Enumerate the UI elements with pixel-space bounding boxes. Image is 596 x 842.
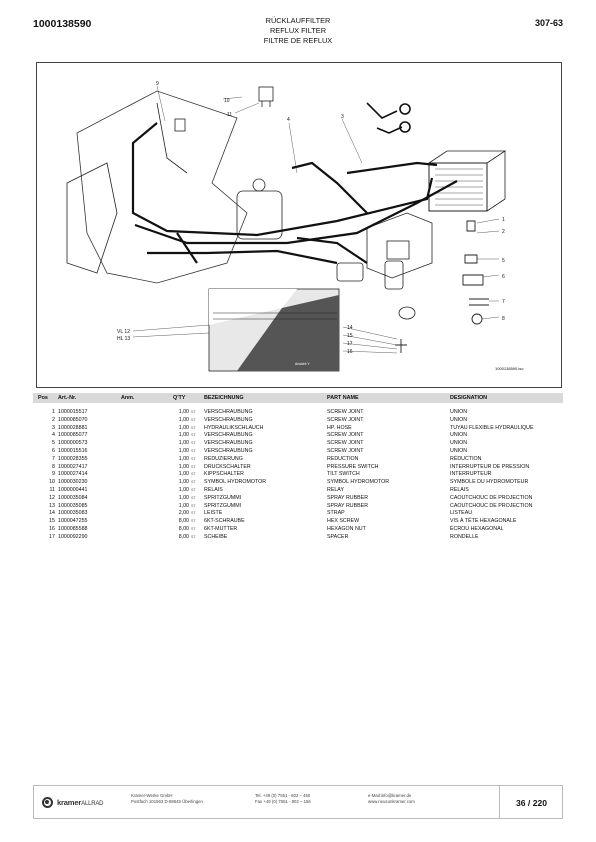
cell-bezeichnung: 6KT-SCHRAUBE xyxy=(204,518,245,525)
document-number: 1000138590 xyxy=(33,18,92,30)
cell-part-name: TILT SWITCH xyxy=(327,471,360,478)
cell-qty: 1,00 xyxy=(178,471,189,478)
table-row xyxy=(33,503,563,511)
callout-10: 10 xyxy=(224,98,230,104)
table-row xyxy=(33,518,563,526)
cell-pos: 17 xyxy=(49,533,55,540)
cell-designation: UNION xyxy=(450,447,468,454)
header-anm: Anm. xyxy=(121,395,135,401)
title-french: FILTRE DE REFLUX xyxy=(263,36,333,45)
cell-qty: 1,00 xyxy=(178,409,189,415)
cell-pos: 4 xyxy=(52,432,55,439)
cell-unit: ST xyxy=(191,441,196,446)
cell-qty: 1,00 xyxy=(178,424,189,431)
email-address: e-Mail:info@kramer.de xyxy=(368,793,412,798)
cell-qty: 8,00 xyxy=(178,533,189,540)
cell-designation: VIS À TÊTE HEXAGONALE xyxy=(450,518,517,525)
callout-15: 15 xyxy=(347,333,353,339)
cell-part-name: SPRAY RUBBER xyxy=(327,494,369,501)
table-row xyxy=(33,425,563,433)
cell-unit: ST xyxy=(191,487,196,492)
cell-pos: 2 xyxy=(52,416,55,423)
cell-unit: ST xyxy=(191,534,196,539)
cell-pos: 11 xyxy=(49,486,55,493)
cell-designation: RÉDUCTION xyxy=(450,455,482,462)
cell-part-name: SPACER xyxy=(327,533,349,540)
cell-part-name: SCREW JOINT xyxy=(327,447,364,454)
cell-part-name: SCREW JOINT xyxy=(327,409,364,415)
inset-photo-caption: Ansicht Y xyxy=(295,362,310,366)
page-number: 36 / 220 xyxy=(515,798,548,808)
cell-bezeichnung: REDUZIERUNG xyxy=(204,455,243,462)
cell-designation: LISTEAU xyxy=(450,510,473,517)
cell-unit: ST xyxy=(191,417,196,422)
cell-bezeichnung: VERSCHRAUBUNG xyxy=(204,447,253,454)
table-row xyxy=(33,510,563,518)
cell-bezeichnung: SCHEIBE xyxy=(204,533,228,540)
cell-qty: 1,00 xyxy=(178,447,189,454)
cell-bezeichnung: DRUCKSCHALTER xyxy=(204,463,251,470)
table-row xyxy=(33,464,563,472)
cell-bezeichnung: SYMBOL HYDROMOTOR xyxy=(204,479,267,486)
cell-pos: 1 xyxy=(52,409,55,415)
title-german: RÜCKLAUFFILTER xyxy=(265,16,331,25)
table-row xyxy=(33,409,563,417)
cell-qty: 1,00 xyxy=(178,479,189,486)
table-row xyxy=(33,471,563,479)
cell-pos: 10 xyxy=(49,479,55,486)
callout-5: 5 xyxy=(502,258,505,264)
cell-unit: ST xyxy=(191,526,196,531)
cell-qty: 1,00 xyxy=(178,440,189,447)
cell-bezeichnung: SPRITZGUMMI xyxy=(204,502,242,509)
callout-7: 7 xyxy=(502,299,505,305)
cell-pos: 3 xyxy=(52,424,55,431)
cell-part-name: REDUCTION xyxy=(327,455,359,462)
cell-art-nr: 1000085077 xyxy=(58,432,88,439)
drawing-reference: 1000138590.iso xyxy=(495,366,524,371)
callout-8: 8 xyxy=(502,316,505,322)
cell-part-name: PRESSURE SWITCH xyxy=(327,463,379,470)
label-vl-12: VL 12 xyxy=(117,329,130,335)
cell-part-name: SCREW JOINT xyxy=(327,440,364,447)
cell-art-nr: 1000000573 xyxy=(58,440,88,447)
title-english: REFLUX FILTER xyxy=(269,26,327,35)
cell-part-name: SYMBOL HYDROMOTOR xyxy=(327,479,390,486)
cell-bezeichnung: VERSCHRAUBUNG xyxy=(204,409,253,415)
table-row xyxy=(33,448,563,456)
header-qty: Q'TY xyxy=(173,395,186,401)
telephone: Tel. +49 (0) 7551 - 802 – 450 xyxy=(255,793,311,798)
table-row xyxy=(33,526,563,534)
logo-main: kramer xyxy=(57,797,82,807)
table-row xyxy=(33,456,563,464)
cell-qty: 1,00 xyxy=(178,432,189,439)
cell-part-name: HEX SCREW xyxy=(327,518,360,525)
cell-designation: CAOUTCHOUC DE PROJECTION xyxy=(450,502,533,509)
callout-16: 16 xyxy=(347,349,353,355)
cell-qty: 8,00 xyxy=(178,518,189,525)
kramer-logo xyxy=(34,786,126,818)
contact-online xyxy=(368,793,415,806)
cell-pos: 13 xyxy=(49,502,55,509)
company-address xyxy=(131,793,203,806)
website: www.neusonkramer.com xyxy=(368,799,415,805)
cell-art-nr: 1000085588 xyxy=(58,525,88,532)
cell-bezeichnung: HYDRAULIKSCHLAUCH xyxy=(204,424,264,431)
header-bezeichnung: BEZEICHNUNG xyxy=(204,395,244,401)
cell-qty: 1,00 xyxy=(178,494,189,501)
cell-unit: ST xyxy=(191,472,196,477)
callout-4: 4 xyxy=(287,117,290,123)
cell-designation: UNION xyxy=(450,432,468,439)
cell-art-nr: 1000015516 xyxy=(58,447,88,454)
cell-unit: ST xyxy=(191,503,196,508)
parts-table-header xyxy=(33,393,563,403)
kramer-logo-icon xyxy=(42,797,53,808)
cell-art-nr: 1000085070 xyxy=(58,416,88,423)
company-name: Kramer-Werke GmbH xyxy=(131,793,173,798)
cell-qty: 1,00 xyxy=(178,463,189,470)
table-row xyxy=(33,432,563,440)
cell-pos: 16 xyxy=(49,525,55,532)
table-row xyxy=(33,495,563,503)
cell-art-nr: 1000030230 xyxy=(58,479,88,486)
cell-unit: ST xyxy=(191,511,196,516)
cell-bezeichnung: VERSCHRAUBUNG xyxy=(204,440,253,447)
cell-unit: ST xyxy=(191,519,196,524)
cell-bezeichnung: LEISTE xyxy=(204,510,223,517)
cell-art-nr: 1000028355 xyxy=(58,455,88,462)
cell-bezeichnung: 6KT-MUTTER xyxy=(204,525,238,532)
cell-bezeichnung: VERSCHRAUBUNG xyxy=(204,432,253,439)
fax: Fax +49 (0) 7551 - 802 – 156 xyxy=(255,799,311,805)
cell-art-nr: 1000028881 xyxy=(58,424,88,431)
callout-9: 9 xyxy=(156,81,159,87)
cell-unit: ST xyxy=(191,456,196,461)
cell-qty: 1,00 xyxy=(178,486,189,493)
cell-designation: UNION xyxy=(450,409,468,415)
cell-bezeichnung: VERSCHRAUBUNG xyxy=(204,416,253,423)
table-row xyxy=(33,417,563,425)
cell-unit: ST xyxy=(191,425,196,430)
callout-3: 3 xyxy=(341,114,344,120)
header-pos: Pos xyxy=(38,395,48,401)
cell-designation: SYMBOLE DU HYDROMOTEUR xyxy=(450,479,529,486)
cell-pos: 7 xyxy=(52,455,55,462)
cell-qty: 1,00 xyxy=(178,502,189,509)
cell-unit: ST xyxy=(191,464,196,469)
cell-art-nr: 1000035085 xyxy=(58,502,88,509)
cell-designation: UNION xyxy=(450,440,468,447)
page-footer xyxy=(33,785,563,819)
exploded-drawing xyxy=(36,62,562,388)
header-designation: DESIGNATION xyxy=(450,395,488,401)
cell-pos: 14 xyxy=(49,510,55,517)
cell-art-nr: 1000000441 xyxy=(58,486,88,493)
cell-bezeichnung: KIPPSCHALTER xyxy=(204,471,244,478)
cell-art-nr: 1000035083 xyxy=(58,510,88,517)
header-part-name: PART NAME xyxy=(327,395,359,401)
callout-2: 2 xyxy=(502,229,505,235)
cell-art-nr: 1000047255 xyxy=(58,518,88,525)
cell-art-nr: 1000027417 xyxy=(58,463,88,470)
title-block xyxy=(180,16,416,46)
cell-unit: ST xyxy=(191,448,196,453)
logo-sub: ALLRAD xyxy=(81,800,104,807)
cell-designation: INTERRUPTEUR xyxy=(450,471,492,478)
table-row xyxy=(33,440,563,448)
cell-part-name: STRAP xyxy=(327,510,345,517)
cell-designation: TUYAU FLEXIBLE HYDRAULIQUE xyxy=(450,424,534,431)
cell-pos: 8 xyxy=(52,463,55,470)
cell-designation: RONDELLE xyxy=(450,533,479,540)
callout-11: 11 xyxy=(227,112,233,118)
cell-pos: 5 xyxy=(52,440,55,447)
cell-pos: 12 xyxy=(49,494,55,501)
cell-bezeichnung: RELAIS xyxy=(204,486,223,493)
callout-14: 14 xyxy=(347,325,353,331)
cell-art-nr: 1000015517 xyxy=(58,409,88,415)
label-hl-13: HL 13 xyxy=(117,336,131,342)
cell-designation: CAOUTCHOUC DE PROJECTION xyxy=(450,494,533,501)
table-row xyxy=(33,487,563,495)
contact-phone xyxy=(255,793,311,806)
cell-unit: ST xyxy=(191,410,196,414)
cell-pos: 9 xyxy=(52,471,55,478)
cell-part-name: SPRAY RUBBER xyxy=(327,502,369,509)
callout-6: 6 xyxy=(502,274,505,280)
cell-designation: ÉCROU HEXAGONAL xyxy=(450,525,504,532)
cell-unit: ST xyxy=(191,433,196,438)
cell-part-name: HEXAGON NUT xyxy=(327,525,366,532)
header-art-nr: Art.-Nr. xyxy=(58,395,77,401)
callout-17: 17 xyxy=(347,341,353,347)
cell-part-name: RELAY xyxy=(327,486,344,493)
cell-pos: 6 xyxy=(52,447,55,454)
company-postbox: Postfach 101563 D-88645 Überlingen xyxy=(131,799,203,805)
cell-art-nr: 1000027414 xyxy=(58,471,88,478)
callout-1: 1 xyxy=(502,217,505,223)
cell-qty: 2,00 xyxy=(178,510,189,517)
cell-qty: 1,00 xyxy=(178,416,189,423)
table-row xyxy=(33,534,563,542)
drawing-illustration xyxy=(37,63,563,389)
cell-art-nr: 1000035084 xyxy=(58,494,88,501)
table-row xyxy=(33,479,563,487)
cell-bezeichnung: SPRITZGUMMI xyxy=(204,494,242,501)
cell-designation: RELAIS xyxy=(450,486,469,493)
cell-designation: UNION xyxy=(450,416,468,423)
page-code: 307-63 xyxy=(534,18,563,28)
cell-unit: ST xyxy=(191,495,196,500)
cell-designation: INTERRUPTEUR DE PRESSION xyxy=(450,463,530,470)
cell-qty: 1,00 xyxy=(178,455,189,462)
cell-pos: 15 xyxy=(49,518,55,525)
cell-qty: 8,00 xyxy=(178,525,189,532)
cell-part-name: SCREW JOINT xyxy=(327,432,364,439)
parts-table-body xyxy=(33,409,563,542)
cell-part-name: SCREW JOINT xyxy=(327,416,364,423)
cell-unit: ST xyxy=(191,480,196,485)
cell-part-name: HP. HOSE xyxy=(327,424,352,431)
cell-art-nr: 1000092290 xyxy=(58,533,88,540)
